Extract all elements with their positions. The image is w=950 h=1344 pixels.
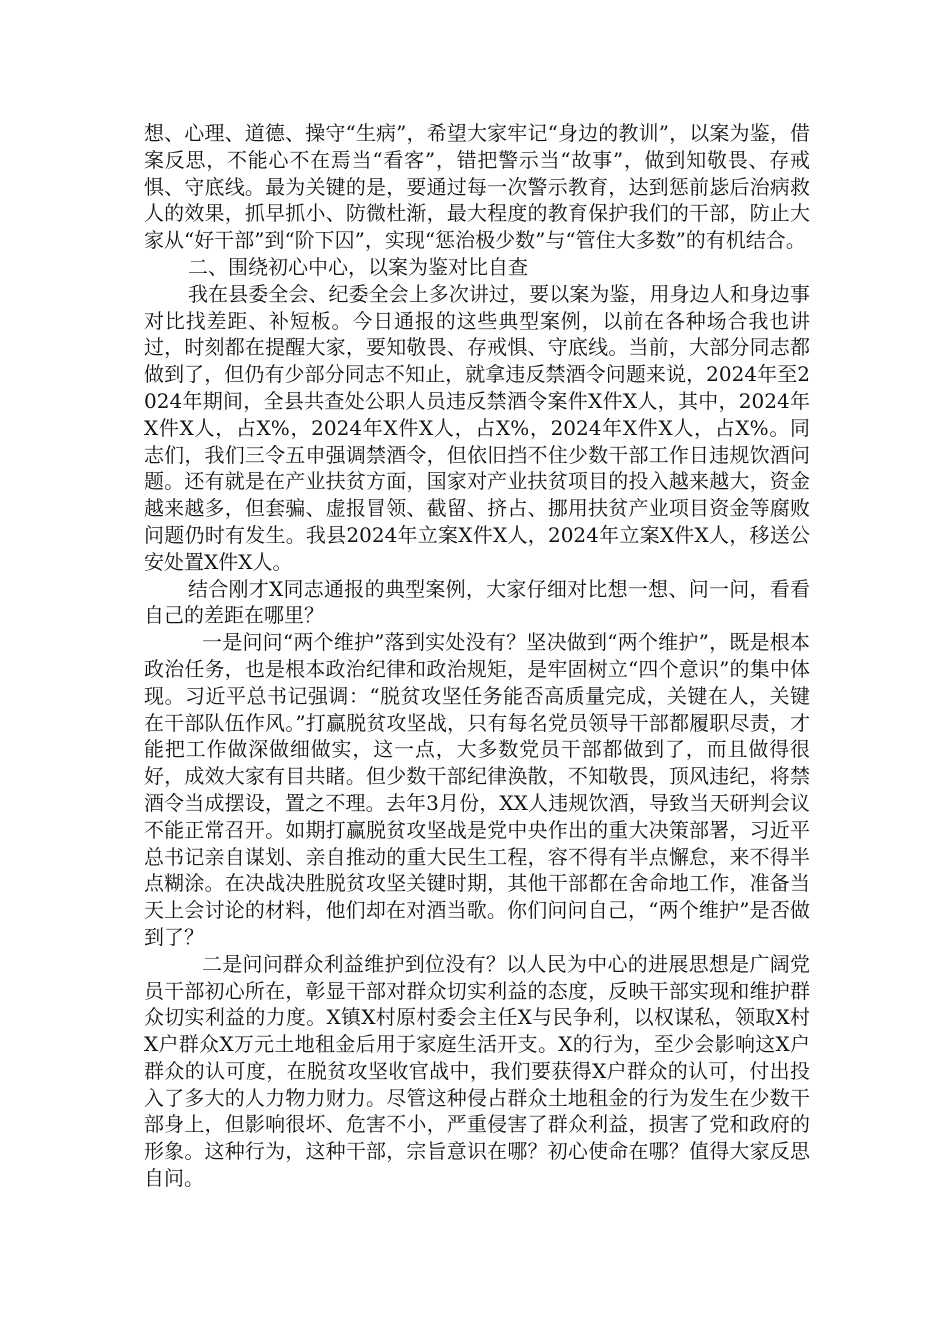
document-page <box>144 120 810 1192</box>
paragraph-point-two: 二是问问群众利益维护到位没有？以人民为中心的进展思想是广阔党员干部初心所在，彰显干部对群众切实利益的态度，反映干部实现和维护群众切实利益的力度。X镇X村原村委会主任X与民争利，以权谋私，领取X村X户群众X万元土地租金后用于家庭生活开支。X的行为，至少会影响这X户群众的认可度，在脱贫攻坚收官战中，我们要获得X户群众的认可，付出投入了多大的人力物力财力。尽管这种侵占群众土地租金的行为发生在少数干部身上，但影响很坏、危害不小，严重侵害了群众利益，损害了党和政府的形象。这种行为，这种干部，宗旨意识在哪？初心使命在哪？值得大家反思自问。 <box>144 951 810 1191</box>
paragraph-body: 我在县委全会、纪委全会上多次讲过，要以案为鉴，用身边人和身边事对比找差距、补短板。今日通报的这些典型案例，以前在各种场合我也讲过，时刻都在提醒大家，要知敬畏、存戒惧、守底线。当前，大部分同志都做到了，但仍有少部分同志不知止，就拿违反禁酒令问题来说，2024年至2024年期间，全县共查处公职人员违反禁酒令案件X件X人，其中，2024年X件X人，占X%，2024年X件X人，占X%，2024年X件X人，占X%。同志们，我们三令五申强调禁酒令，但依旧挡不住少数干部工作日违规饮酒问题。还有就是在产业扶贫方面，国家对产业扶贫项目的投入越来越大，资金越来越多，但套骗、虚报冒领、截留、挤占、挪用扶贫产业项目资金等腐败问题仍时有发生。我县2024年立案X件X人，2024年立案X件X人，移送公安处置X件X人。 <box>144 281 810 574</box>
paragraph-continuation: 想、心理、道德、操守“生病”，希望大家牢记“身边的教训”，以案为鉴，借案反思，不能心不在焉当“看客”，错把警示当“故事”，做到知敬畏、存戒惧、守底线。最为关键的是，要通过每一次警示教育，达到惩前毖后治病救人的效果，抓早抓小、防微杜渐，最大程度的教育保护我们的干部，防止大家从“好干部”到“阶下囚”，实现“惩治极少数”与“管住大多数”的有机结合。 <box>144 121 810 253</box>
paragraph-body: 结合刚才X同志通报的典型案例，大家仔细对比想一想、问一问，看看自己的差距在哪里？ <box>144 576 810 628</box>
section-heading: 二、围绕初心中心，以案为鉴对比自查 <box>188 254 528 279</box>
paragraph-point-one: 一是问问“两个维护”落到实处没有？坚决做到“两个维护”，既是根本政治任务，也是根本政治纪律和政治规矩，是牢固树立“四个意识”的集中体现。习近平总书记强调：“脱贫攻坚任务能否高质量完成，关键在人，关键在干部队伍作风。”打赢脱贫攻坚战，只有每名党员领导干部都履职尽责，才能把工作做深做细做实，这一点，大多数党员干部都做到了，而且做得很好，成效大家有目共睹。但少数干部纪律涣散，不知敬畏，顶风违纪，将禁酒令当成摆设，置之不理。去年3月份，XX人违规饮酒，导致当天研判会议不能正常召开。如期打赢脱贫攻坚战是党中央作出的重大决策部署，习近平总书记亲自谋划、亲自推动的重大民生工程，容不得有半点懈怠，来不得半点糊涂。在决战决胜脱贫攻坚关键时期，其他干部都在舍命地工作，准备当天上会讨论的材料，他们却在对酒当歌。你们问问自己，“两个维护”是否做到了？ <box>144 630 810 949</box>
